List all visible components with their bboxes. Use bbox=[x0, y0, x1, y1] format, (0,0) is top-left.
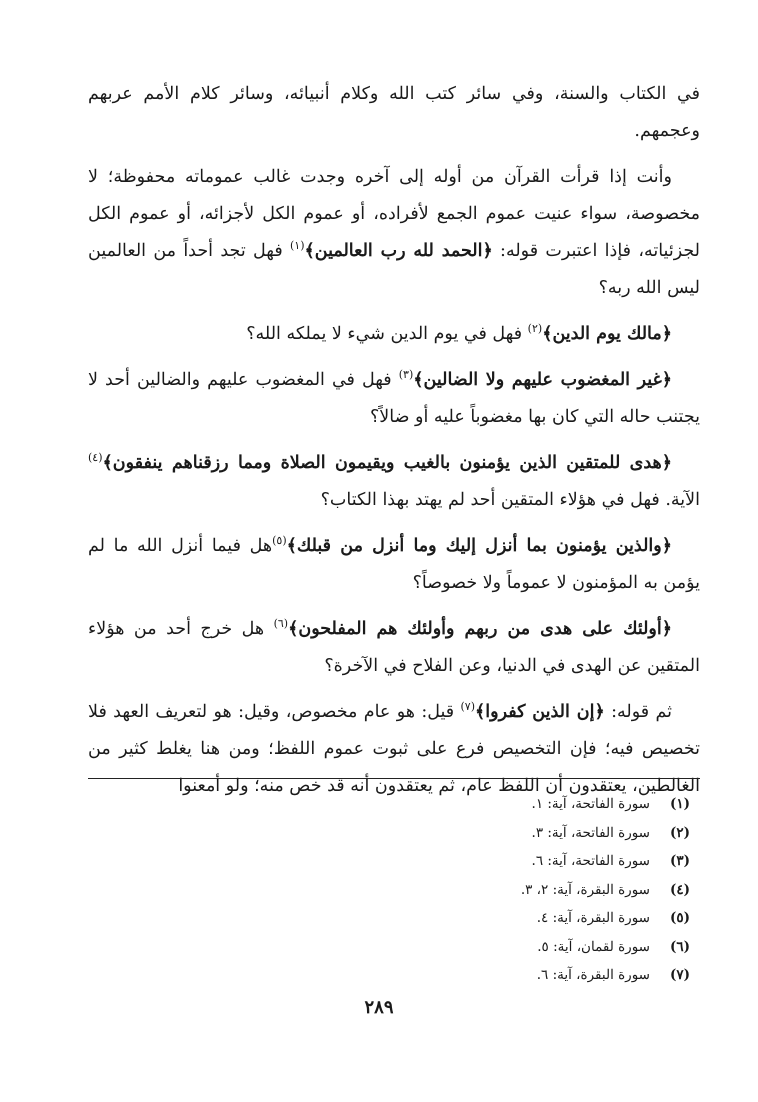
paragraph-text: في الكتاب والسنة، وفي سائر كتب الله وكلام أنبيائه، وسائر كلام الأمم عربهم وعجمهم. bbox=[88, 84, 700, 141]
paragraph-text: فهل في المغضوب عليهم والضالين أحد لا يجتنب حاله التي كان بها مغضوباً عليه أو ضالاً؟ bbox=[88, 370, 700, 427]
paragraph-text: فهل تجد أحداً من العالمين ليس الله ربه؟ bbox=[88, 241, 700, 298]
footnote-text: سورة الفاتحة، آية: ١. bbox=[531, 796, 650, 812]
quran-quote: ﴿الحمد لله رب العالمين﴾ bbox=[304, 241, 493, 261]
footnote-ref: (٤) bbox=[88, 451, 103, 465]
footnote-number: (٤) bbox=[669, 881, 691, 898]
footnote-ref: (٣) bbox=[398, 368, 414, 382]
footnote-number: (١) bbox=[669, 796, 691, 812]
footnote-divider bbox=[88, 778, 700, 779]
footnote-item bbox=[88, 847, 700, 876]
paragraph-text: الآية. فهل في هؤلاء المتقين أحد لم يهتد بهذا الكتاب؟ bbox=[320, 490, 700, 510]
footnote-text: سورة الفاتحة، آية: ٦. bbox=[531, 853, 650, 869]
footnote-item bbox=[88, 790, 700, 819]
footnotes-list bbox=[88, 790, 700, 990]
body-text bbox=[88, 76, 700, 814]
footnote-number: (٢) bbox=[669, 824, 691, 841]
paragraph-text: وأنت إذا قرأت القرآن من أوله إلى آخره وجدت غالب عموماته محفوظة؛ لا مخصوصة، سواء عنيت عموم الجمع لأفراده، أو عموم الكل لأجزائه، أو عموم الكل لجزئياته، فإذا اعتبرت قوله: bbox=[88, 167, 700, 261]
quran-quote: ﴿غير المغضوب عليهم ولا الضالين﴾ bbox=[413, 370, 672, 390]
paragraph bbox=[88, 445, 700, 519]
paragraph-text: هل خرج أحد من هؤلاء المتقين عن الهدى في الدنيا، وعن الفلاح في الآخرة؟ bbox=[88, 619, 700, 676]
footnote-text: سورة البقرة، آية: ٦. bbox=[536, 967, 650, 983]
page-number: ٢٨٩ bbox=[364, 997, 394, 1018]
paragraph bbox=[88, 76, 700, 150]
footnote-number: (٥) bbox=[669, 910, 691, 926]
quran-quote: ﴿أولئك على هدى من ربهم وأولئك هم المفلحون﴾ bbox=[288, 619, 672, 639]
quran-quote: ﴿إن الذين كفروا﴾ bbox=[475, 702, 605, 722]
paragraph-text: ثم قوله: bbox=[604, 702, 672, 722]
footnote-item bbox=[88, 961, 700, 990]
quran-quote: ﴿هدى للمتقين الذين يؤمنون بالغيب ويقيمون الصلاة ومما رزقناهم ينفقون﴾ bbox=[102, 453, 672, 473]
paragraph bbox=[88, 159, 700, 307]
footnote-text: سورة البقرة، آية: ٤. bbox=[536, 910, 650, 926]
footnote-ref: (٧) bbox=[460, 700, 476, 714]
footnote-text: سورة لقمان، آية: ٥. bbox=[537, 938, 650, 955]
paragraph bbox=[88, 528, 700, 602]
footnote-number: (٦) bbox=[669, 938, 691, 955]
quran-quote: ﴿والذين يؤمنون بما أنزل إليك وما أنزل من قبلك﴾ bbox=[286, 536, 672, 556]
paragraph bbox=[88, 611, 700, 685]
footnote-ref: (١) bbox=[289, 239, 305, 253]
footnote-number: (٧) bbox=[669, 967, 691, 983]
paragraph bbox=[88, 694, 700, 805]
footnote-ref: (٥) bbox=[272, 534, 287, 548]
footnote-item bbox=[88, 819, 700, 848]
paragraph bbox=[88, 316, 700, 353]
footnote-ref: (٢) bbox=[527, 322, 543, 336]
footnote-text: سورة البقرة، آية: ٢، ٣. bbox=[520, 881, 650, 898]
paragraph-text: هل فيما أنزل الله ما لم يؤمن به المؤمنون لا عموماً ولا خصوصاً؟ bbox=[88, 536, 700, 593]
footnote-item bbox=[88, 876, 700, 905]
quran-quote: ﴿مالك يوم الدين﴾ bbox=[542, 324, 672, 344]
paragraph-text: قيل: هو عام مخصوص، وقيل: هو لتعريف العهد فلا تخصيص فيه؛ فإن التخصيص فرع على ثبوت عموم اللفظ؛ ومن هنا يغلط كثير من الغالطين، يعتقدون أن اللفظ عام، ثم يعتقدون أنه قد خص منه؛ ولو أمعنوا bbox=[88, 702, 700, 796]
footnote-text: سورة الفاتحة، آية: ٣. bbox=[531, 824, 650, 841]
footnote-item bbox=[88, 904, 700, 933]
footnote-item bbox=[88, 933, 700, 962]
footnote-number: (٣) bbox=[669, 853, 691, 869]
footnote-ref: (٦) bbox=[273, 617, 289, 631]
paragraph bbox=[88, 362, 700, 436]
paragraph-text: فهل في يوم الدين شيء لا يملكه الله؟ bbox=[246, 324, 528, 344]
